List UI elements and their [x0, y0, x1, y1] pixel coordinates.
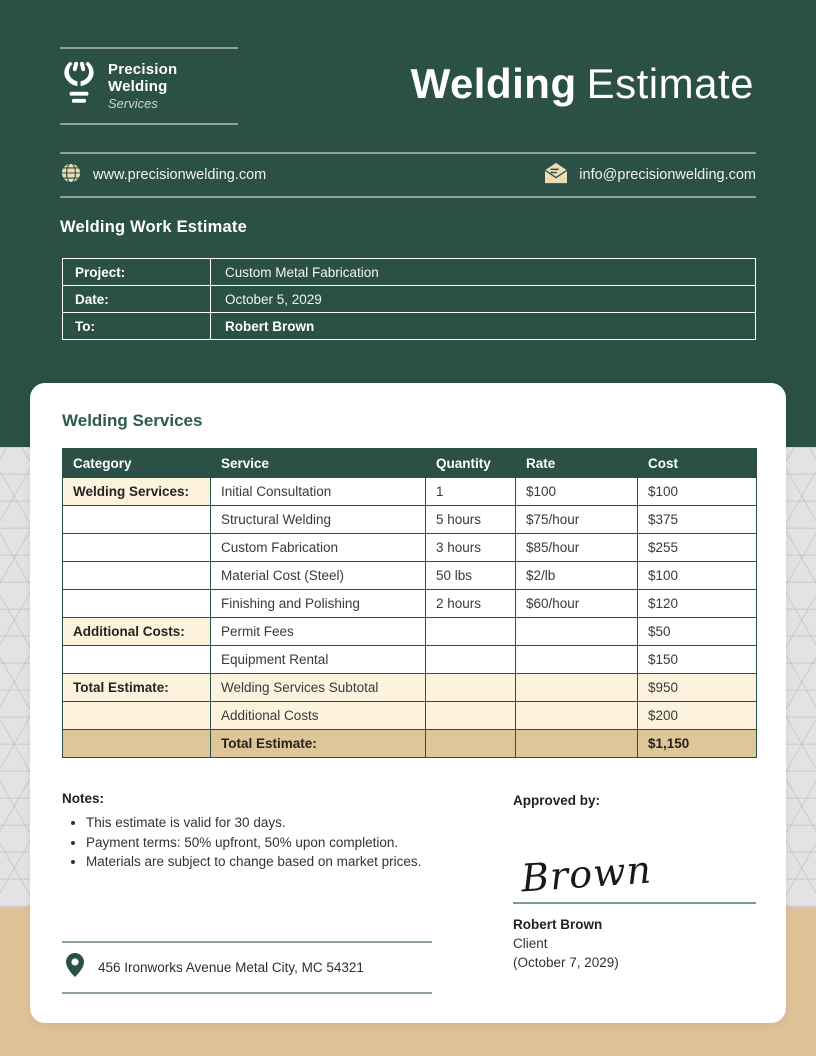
- cell-rate: [516, 730, 638, 758]
- services-card: [30, 383, 786, 1023]
- cell-quantity: 50 lbs: [426, 562, 516, 590]
- cell-cost: $375: [638, 506, 757, 534]
- col-service: Service: [211, 449, 426, 478]
- address-row: [62, 941, 432, 994]
- notes-list: [62, 813, 482, 872]
- to-label: To:: [63, 313, 211, 340]
- cell-category: Total Estimate:: [63, 674, 211, 702]
- cell-cost: $255: [638, 534, 757, 562]
- cell-service: Structural Welding: [211, 506, 426, 534]
- cell-quantity: 3 hours: [426, 534, 516, 562]
- subtotal-row: [63, 674, 757, 702]
- cell-cost: $150: [638, 646, 757, 674]
- work-estimate-heading: Welding Work Estimate: [60, 218, 247, 236]
- cell-quantity: 1: [426, 478, 516, 506]
- email-text: info@precisionwelding.com: [579, 167, 756, 183]
- cell-quantity: 5 hours: [426, 506, 516, 534]
- cell-rate: [516, 618, 638, 646]
- cell-rate: $75/hour: [516, 506, 638, 534]
- cell-service: Welding Services Subtotal: [211, 674, 426, 702]
- cell-quantity: 2 hours: [426, 590, 516, 618]
- list-item: • Payment terms: 50% upfront, 50% upon completion.: [86, 833, 482, 853]
- table-row: [63, 506, 757, 534]
- cell-service: Initial Consultation: [211, 478, 426, 506]
- location-pin-icon: [66, 953, 84, 982]
- date-value: October 5, 2029: [211, 286, 756, 313]
- to-value: Robert Brown: [211, 313, 756, 340]
- cell-category: [63, 534, 211, 562]
- cell-service: Additional Costs: [211, 702, 426, 730]
- approver-role: Client: [513, 936, 548, 951]
- cell-service: Total Estimate:: [211, 730, 426, 758]
- address-text: 456 Ironworks Avenue Metal City, MC 54321: [98, 960, 364, 975]
- page-title: [411, 60, 754, 108]
- col-cost: Cost: [638, 449, 757, 478]
- cell-category: [63, 730, 211, 758]
- website-text: www.precisionwelding.com: [93, 167, 267, 183]
- additional-costs-row: [63, 702, 757, 730]
- notes-section: [62, 791, 482, 872]
- cell-cost: $100: [638, 562, 757, 590]
- col-quantity: Quantity: [426, 449, 516, 478]
- signature: Brown: [519, 847, 654, 901]
- approval-section: [513, 793, 756, 970]
- envelope-icon: [544, 162, 568, 188]
- globe-icon: [60, 162, 82, 188]
- cell-rate: [516, 646, 638, 674]
- cell-service: Permit Fees: [211, 618, 426, 646]
- page-title-light: Estimate: [586, 60, 754, 107]
- estimate-info-table: [62, 258, 756, 340]
- col-category: Category: [63, 449, 211, 478]
- cell-category: [63, 562, 211, 590]
- logo-text: [108, 61, 238, 111]
- table-row: [63, 590, 757, 618]
- info-row-date: [63, 286, 756, 313]
- table-row: [63, 478, 757, 506]
- cell-rate: $100: [516, 478, 638, 506]
- approval-date: (October 7, 2029): [513, 955, 619, 970]
- cell-category: [63, 590, 211, 618]
- page-title-bold: Welding: [410, 60, 577, 107]
- email-link[interactable]: [544, 162, 756, 188]
- logo-company-name: Precision Welding: [108, 60, 178, 95]
- cell-category: Additional Costs:: [63, 618, 211, 646]
- signature-line: [513, 808, 756, 904]
- cell-category: Welding Services:: [63, 478, 211, 506]
- cell-quantity: [426, 674, 516, 702]
- info-row-project: [63, 259, 756, 286]
- total-row: [63, 730, 757, 758]
- website-link[interactable]: [60, 162, 266, 188]
- cell-rate: $2/lb: [516, 562, 638, 590]
- cell-service: Equipment Rental: [211, 646, 426, 674]
- list-item: • Materials are subject to change based on market prices.: [86, 852, 482, 872]
- table-row: [63, 562, 757, 590]
- cell-rate: [516, 674, 638, 702]
- contact-bar: [60, 152, 756, 198]
- info-row-to: [63, 313, 756, 340]
- cell-cost: $120: [638, 590, 757, 618]
- cell-service: Material Cost (Steel): [211, 562, 426, 590]
- notes-heading: Notes:: [62, 791, 105, 806]
- col-rate: Rate: [516, 449, 638, 478]
- cell-service: Finishing and Polishing: [211, 590, 426, 618]
- logo-tagline: Services: [108, 95, 158, 111]
- cell-quantity: [426, 646, 516, 674]
- cell-cost: $50: [638, 618, 757, 646]
- approver-name: Robert Brown: [513, 917, 603, 932]
- cell-cost: $100: [638, 478, 757, 506]
- approved-by-heading: Approved by:: [513, 793, 601, 808]
- welding-hands-icon: [60, 60, 98, 111]
- cell-category: [63, 506, 211, 534]
- cell-quantity: [426, 702, 516, 730]
- project-value: Custom Metal Fabrication: [211, 259, 756, 286]
- table-row: [63, 646, 757, 674]
- cell-rate: $60/hour: [516, 590, 638, 618]
- cell-category: [63, 646, 211, 674]
- cell-quantity: [426, 730, 516, 758]
- list-item: • This estimate is valid for 30 days.: [86, 813, 482, 833]
- services-header-row: [63, 449, 757, 478]
- cell-cost: $1,150: [638, 730, 757, 758]
- table-row: [63, 618, 757, 646]
- project-label: Project:: [63, 259, 211, 286]
- cell-rate: $85/hour: [516, 534, 638, 562]
- services-table: [62, 448, 757, 758]
- company-logo: [60, 47, 238, 125]
- cell-service: Custom Fabrication: [211, 534, 426, 562]
- cell-rate: [516, 702, 638, 730]
- table-row: [63, 534, 757, 562]
- cell-category: [63, 702, 211, 730]
- cell-cost: $200: [638, 702, 757, 730]
- cell-cost: $950: [638, 674, 757, 702]
- services-heading: Welding Services: [62, 411, 203, 430]
- cell-quantity: [426, 618, 516, 646]
- date-label: Date:: [63, 286, 211, 313]
